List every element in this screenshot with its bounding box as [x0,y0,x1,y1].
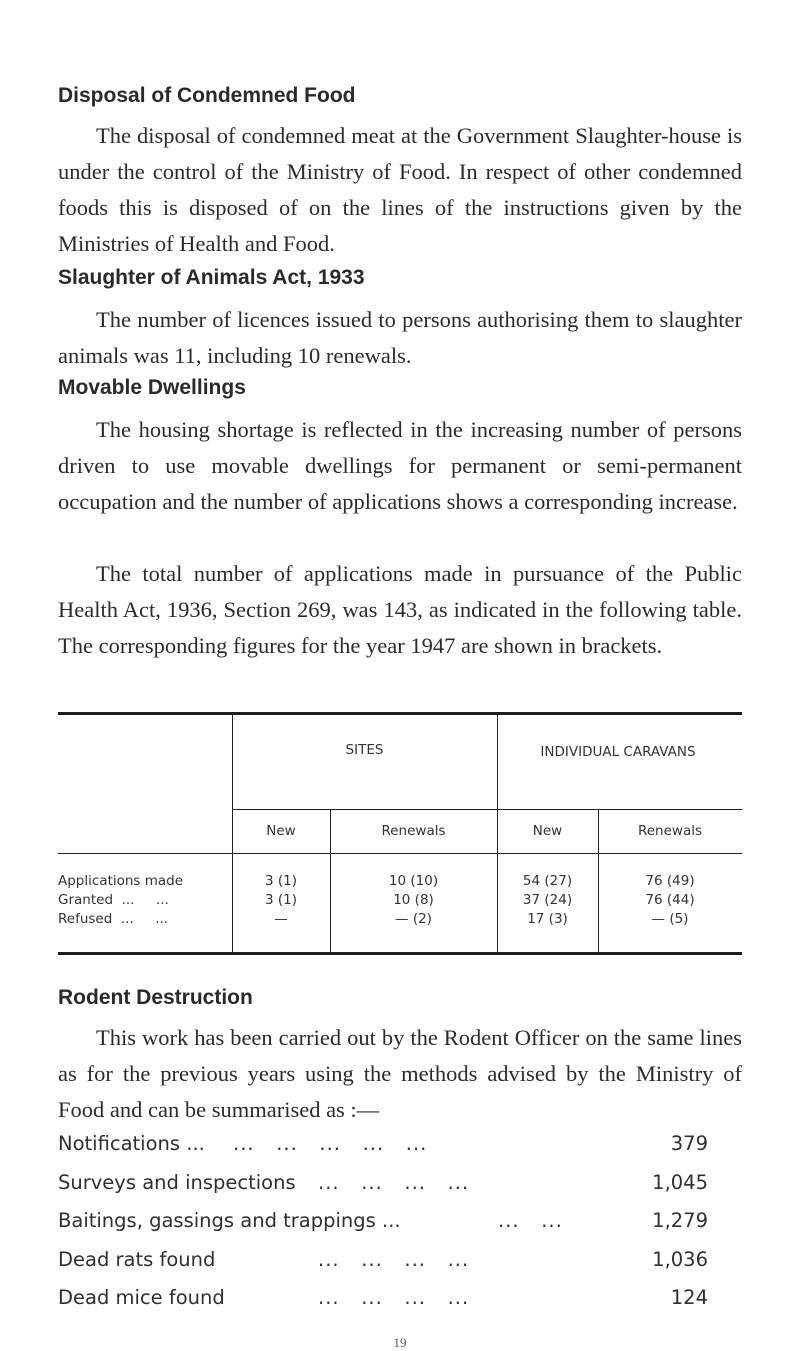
summary-label: Notifications ... [58,1132,205,1155]
table-cell: 3 (1) [264,873,297,889]
group-header-caravans: INDIVIDUAL CARAVANS [540,744,696,760]
summary-value: 1,045 [652,1170,708,1194]
table-subheader-rule [232,809,742,810]
paragraph-rodent: This work has been carried out by the Rodent Officer on the same lines as for the previous years using the methods advised by the Ministry of Food and can be summarised as :— [58,1025,742,1122]
table-cell: — [274,911,288,927]
summary-value: 379 [670,1132,708,1155]
summary-label: Surveys and inspections [58,1170,296,1194]
paragraph-movable-2: The total number of applications made in pursuance of the Public Health Act, 1936, Section 269, was 143, as indicated in the following table. The corresponding figures for the year 1947 are shown in brackets. [58,561,742,658]
table-cell: — (5) [651,911,689,927]
paragraph-movable-1: The housing shortage is reflected in the increasing number of persons driven to use movable dwellings for permanent or semi-permanent occupation and the number of applications shows a corresponding increase. [58,417,742,514]
leader-dots: ... ... [498,1209,563,1232]
heading-rodent-destruction: Rodent Destruction [58,986,253,1009]
leader-dots: ... ... ... ... [318,1286,470,1309]
table-cell: 76 (44) [645,892,695,908]
table-cell: 17 (3) [527,911,568,927]
list-item [58,1132,708,1171]
table-cell: 3 (1) [264,892,297,908]
summary-value: 1,279 [652,1209,708,1232]
table-cell: — (2) [395,911,432,927]
table-cell: 10 (8) [393,892,434,908]
leader-dots: ... ... ... ... ... [233,1132,428,1155]
list-item [58,1171,708,1210]
leader-dots: ... ... ... ... [318,1170,470,1194]
group-header-sites: SITES [345,742,384,758]
leader-dots: ... ... ... ... [318,1247,470,1271]
page-number: 19 [393,1335,407,1350]
summary-label: Baitings, gassings and trappings ... [58,1209,401,1232]
list-item [58,1248,708,1287]
heading-disposal: Disposal of Condemned Food [58,84,356,107]
heading-movable-dwellings: Movable Dwellings [58,376,246,399]
paragraph-slaughter: The number of licences issued to persons authorising them to slaughter animals was 11, including 10 renewals. [58,307,742,368]
list-item [58,1209,708,1248]
table-cell: 54 (27) [522,873,573,889]
table-top-rule [58,712,742,715]
summary-value: 1,036 [652,1247,708,1271]
table-cell: 76 (49) [645,873,695,889]
row-label: Granted ... ... [58,892,169,908]
table-header-rule [58,853,742,854]
summary-label: Dead rats found [58,1247,216,1271]
table-cell: 10 (10) [388,873,439,889]
subheader-caravans-renewals: Renewals [637,823,703,839]
table-cell: 37 (24) [522,892,573,908]
summary-label: Dead mice found [58,1286,225,1309]
subheader-sites-new: New [266,823,296,839]
applications-table [58,712,742,957]
table-bottom-rule [58,952,742,955]
paragraph-disposal: The disposal of condemned meat at the Government Slaughter-house is under the control of the Ministry of Food. In respect of other condemned foods this is disposed of on the lines of the instructions given by the Ministries of Health and Food. [58,123,742,256]
summary-value: 124 [670,1286,708,1309]
list-item [58,1286,708,1325]
rodent-summary-list [58,1132,708,1325]
heading-slaughter: Slaughter of Animals Act, 1933 [58,266,365,289]
row-label: Applications made [58,873,184,889]
row-label: Refused ... ... [58,911,169,927]
subheader-sites-renewals: Renewals [381,823,446,839]
subheader-caravans-new: New [532,823,563,839]
